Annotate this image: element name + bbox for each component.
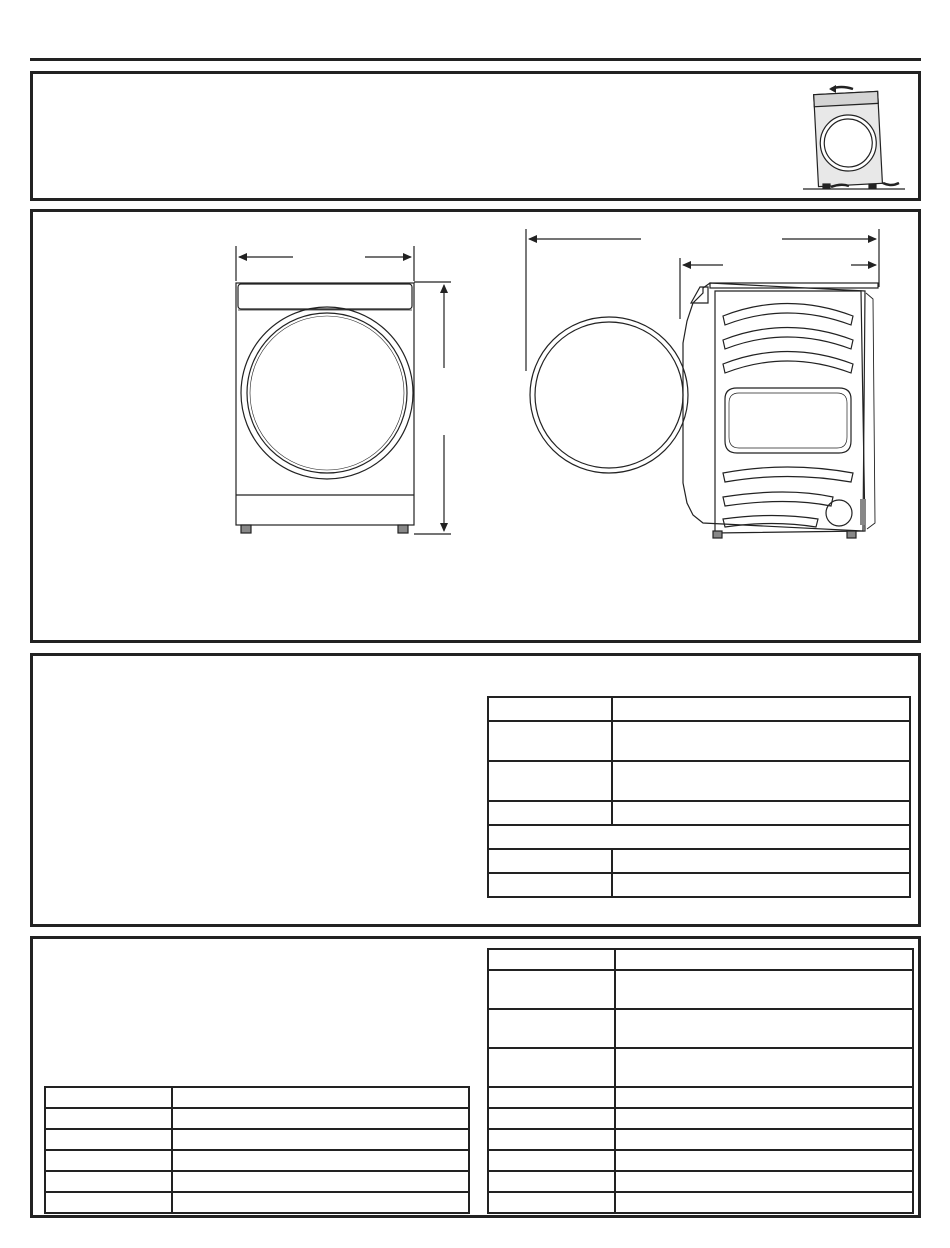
table-cell [615, 1129, 913, 1150]
table-row [488, 697, 910, 721]
table-row [488, 970, 913, 1009]
table-row [488, 1048, 913, 1087]
table-cell [172, 1150, 469, 1171]
right-table [487, 948, 914, 1214]
table-cell [612, 721, 910, 761]
specifications-panel [30, 653, 921, 927]
tables-panel [30, 936, 921, 1218]
table-cell [488, 761, 612, 801]
open-door [530, 317, 688, 473]
table-cell [488, 1192, 615, 1213]
specifications-table [487, 696, 911, 898]
table-cell [172, 1192, 469, 1213]
table-cell [615, 1009, 913, 1048]
rotate-arrow-left-foot-icon [831, 185, 849, 187]
table-cell [612, 761, 910, 801]
dimensions-panel [30, 209, 921, 643]
table-row [45, 1108, 469, 1129]
table-cell [488, 1048, 615, 1087]
table-cell [488, 801, 612, 825]
table-cell [45, 1108, 172, 1129]
depth-door-open-dimension [526, 229, 879, 371]
front-view-dryer [236, 283, 414, 533]
table-cell [45, 1150, 172, 1171]
front-height-dimension [414, 282, 451, 534]
table-cell [172, 1171, 469, 1192]
rotate-arrow-right-foot-icon [883, 183, 899, 185]
table-cell [172, 1129, 469, 1150]
table-row [488, 1192, 913, 1213]
table-cell [488, 721, 612, 761]
table-cell [615, 1108, 913, 1129]
table-cell [488, 970, 615, 1009]
table-cell [488, 949, 615, 970]
table-cell [172, 1108, 469, 1129]
table-row [45, 1192, 469, 1213]
table-row [488, 1150, 913, 1171]
side-view-dryer [683, 283, 878, 538]
table-row [488, 1129, 913, 1150]
table-row [488, 761, 910, 801]
table-cell [615, 1087, 913, 1108]
table-row [488, 1171, 913, 1192]
table-cell [172, 1087, 469, 1108]
header-rule [30, 58, 921, 61]
table-cell [615, 1171, 913, 1192]
table-cell [488, 1150, 615, 1171]
table-row [488, 949, 913, 970]
leveling-illustration [33, 74, 924, 204]
left-table [44, 1086, 470, 1214]
table-cell [488, 849, 612, 873]
table-row [488, 849, 910, 873]
table-cell [488, 1171, 615, 1192]
leveling-panel [30, 71, 921, 201]
front-width-dimension [236, 246, 414, 281]
table-row [45, 1087, 469, 1108]
table-cell [612, 697, 910, 721]
dimension-drawings [33, 212, 924, 646]
table-row [488, 825, 910, 849]
table-row [488, 1009, 913, 1048]
table-row [45, 1129, 469, 1150]
table-cell [612, 849, 910, 873]
table-cell [45, 1129, 172, 1150]
table-cell [488, 873, 612, 897]
table-cell [615, 1192, 913, 1213]
table-cell [612, 873, 910, 897]
table-cell [45, 1087, 172, 1108]
table-row [488, 721, 910, 761]
table-row [488, 1108, 913, 1129]
table-cell [45, 1171, 172, 1192]
table-row [488, 801, 910, 825]
table-row [45, 1171, 469, 1192]
table-cell [488, 825, 910, 849]
table-cell [488, 1087, 615, 1108]
table-cell [488, 1009, 615, 1048]
table-row [488, 873, 910, 897]
table-cell [615, 970, 913, 1009]
table-cell [488, 1129, 615, 1150]
table-row [488, 1087, 913, 1108]
table-cell [612, 801, 910, 825]
table-cell [615, 1150, 913, 1171]
table-cell [488, 1108, 615, 1129]
table-cell [615, 1048, 913, 1087]
table-cell [488, 697, 612, 721]
table-cell [45, 1192, 172, 1213]
table-cell [615, 949, 913, 970]
tilted-dryer [814, 91, 883, 186]
table-row [45, 1150, 469, 1171]
